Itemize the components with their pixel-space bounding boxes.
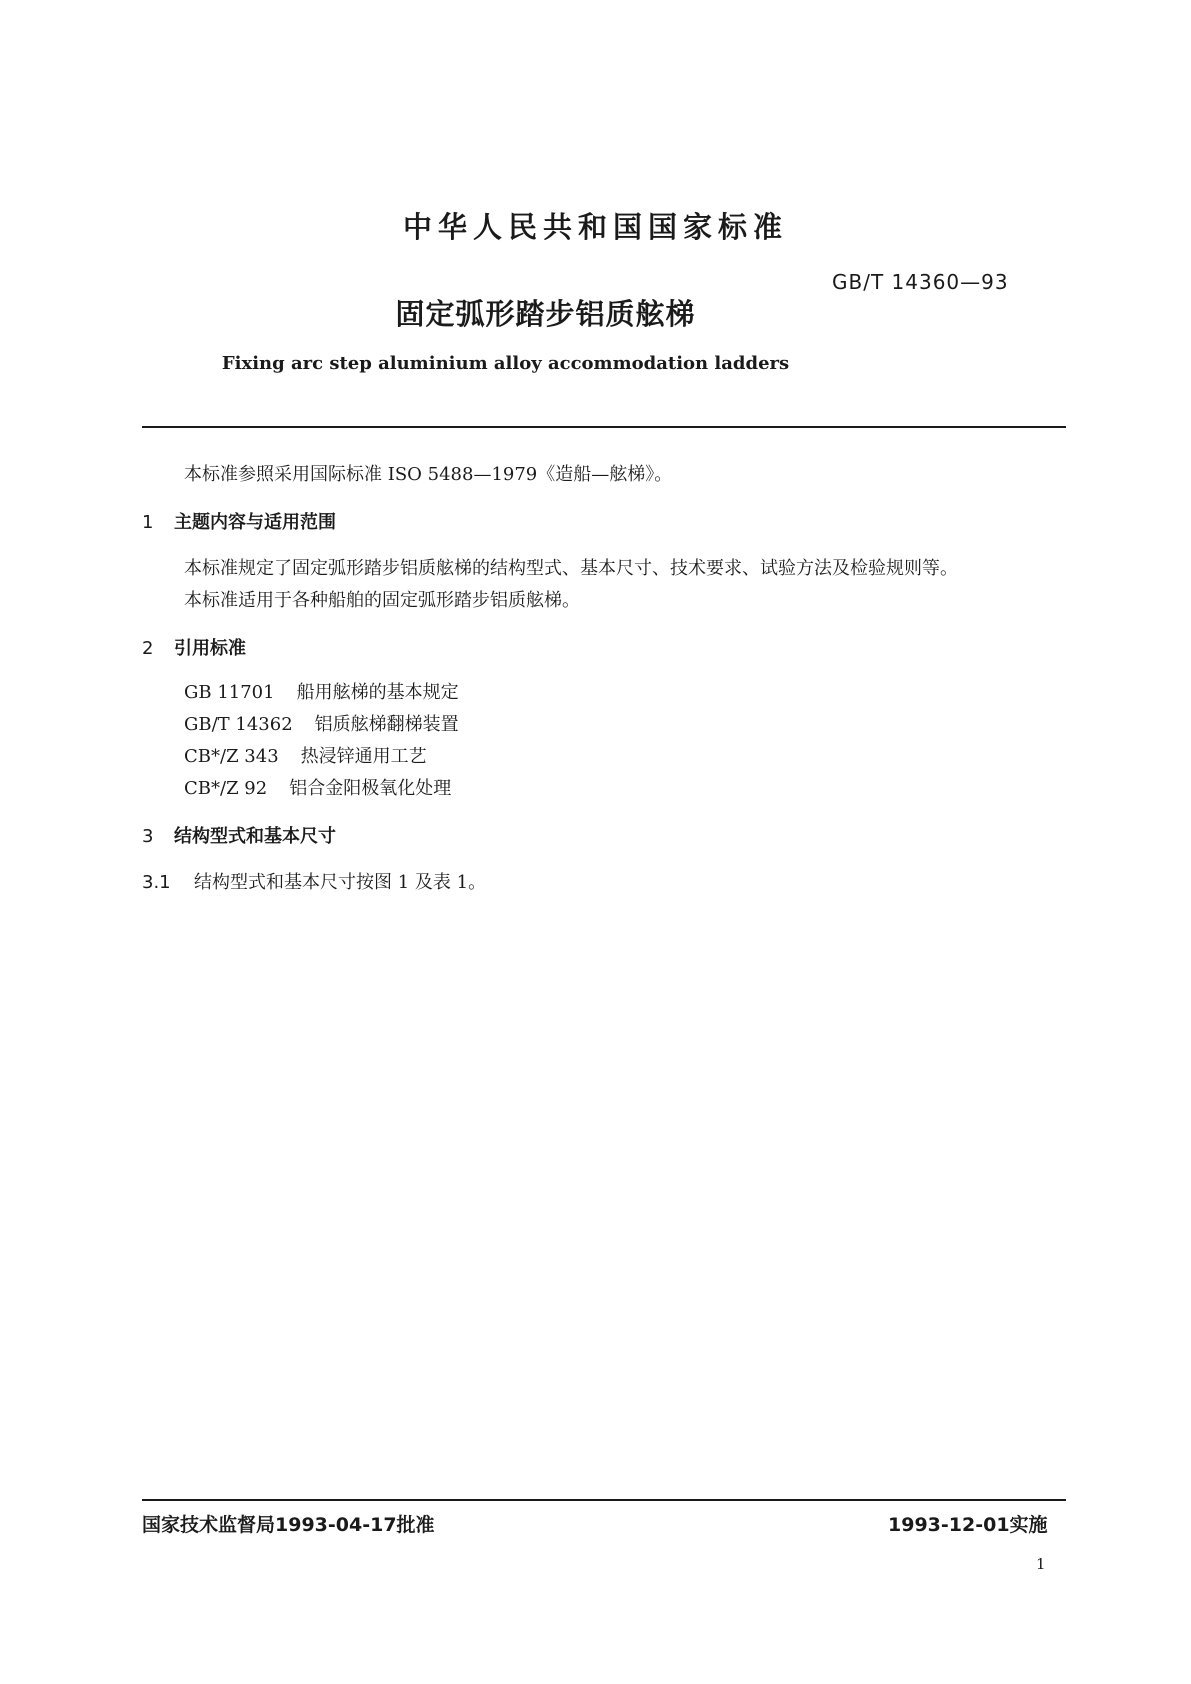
reference-name: 铝质舷梯翻梯装置 [314, 714, 459, 735]
bottom-divider [142, 1499, 1066, 1501]
reference-name: 铝合金阳极氧化处理 [289, 778, 452, 799]
top-divider [142, 426, 1066, 428]
section-1-paragraph: 本标准规定了固定弧形踏步铝质舷梯的结构型式、基本尺寸、技术要求、试验方法及检验规则等。 [184, 558, 958, 579]
section-1-paragraph: 本标准适用于各种船舶的固定弧形踏步铝质舷梯。 [184, 590, 580, 611]
subsection-number: 3.1 [142, 872, 171, 893]
reference-code: GB 11701 [184, 682, 275, 703]
section-number: 3 [142, 826, 154, 847]
page-number: 1 [1036, 1555, 1046, 1573]
reference-item [184, 710, 459, 736]
section-2-heading [142, 634, 246, 660]
reference-name: 热浸锌通用工艺 [300, 746, 427, 767]
section-1-heading [142, 508, 336, 534]
section-3-heading [142, 822, 336, 848]
subsection-3-1 [142, 868, 486, 894]
reference-code: GB/T 14362 [184, 714, 293, 735]
subsection-text: 结构型式和基本尺寸按图 1 及表 1。 [194, 872, 487, 893]
standard-code: GB/T 14360—93 [832, 270, 1009, 294]
effective-date: 1993-12-01实施 [888, 1514, 1048, 1536]
reference-item [184, 678, 459, 704]
document-title-zh: 固定弧形踏步铝质舷梯 [395, 297, 696, 331]
reference-item [184, 774, 451, 800]
approval-date: 国家技术监督局1993-04-17批准 [142, 1514, 435, 1536]
section-number: 1 [142, 512, 154, 533]
reference-item [184, 742, 427, 768]
reference-name: 船用舷梯的基本规定 [296, 682, 459, 703]
section-title: 引用标准 [174, 638, 246, 659]
section-title: 主题内容与适用范围 [174, 512, 336, 533]
section-title: 结构型式和基本尺寸 [174, 826, 336, 847]
reference-code: CB*/Z 343 [184, 746, 279, 767]
national-standard-heading: 中华人民共和国国家标准 [402, 210, 788, 244]
reference-code: CB*/Z 92 [184, 778, 268, 799]
document-title-en: Fixing arc step aluminium alloy accommodation ladders [221, 353, 790, 374]
intro-paragraph: 本标准参照采用国际标准 ISO 5488—1979《造船—舷梯》。 [184, 464, 673, 485]
section-number: 2 [142, 638, 154, 659]
